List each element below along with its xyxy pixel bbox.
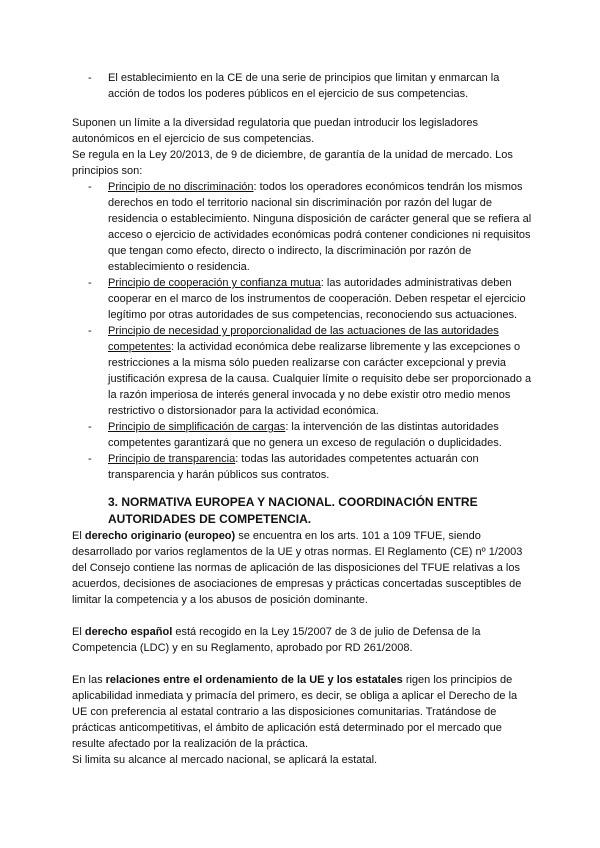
principle-item	[72, 419, 532, 451]
principle-title: Principio de transparencia	[108, 453, 236, 465]
dash-marker: -	[88, 277, 92, 289]
dash-marker: -	[88, 181, 92, 193]
dash-marker: -	[88, 325, 92, 337]
intro-list	[72, 70, 532, 102]
paragraph-national-scope: Si limita su alcance al mercado nacional, se aplicará la estatal.	[72, 754, 378, 766]
principle-text: : las autoridades administrativas deben cooperar en el marco de los instrumentos de cooperación. Deben respetar el ejercicio legítimo por otras autoridades de sus competencias, reconociendo sus actuaciones.	[108, 277, 526, 321]
principles-list	[72, 179, 532, 483]
section-heading: 3. NORMATIVA EUROPEA Y NACIONAL. COORDINACIÓN ENTRE AUTORIDADES DE COMPETENCIA.	[108, 495, 478, 526]
paragraph-spanish-law	[72, 624, 532, 656]
text-run: En las	[72, 674, 106, 686]
paragraph-limit: Suponen un límite a la diversidad regulatoria que puedan introducir los legisladores autonómicos en el ejercicio de sus competencias.	[72, 117, 479, 145]
dash-marker: -	[88, 421, 92, 433]
principle-text: : la actividad económica debe realizarse libremente y las excepciones o restricciones a la misma sólo pueden realizarse con carácter excepcional y previa justificación expresa de la causa. Cualquier límite o requisito debe ser proporcionado a la razón imperiosa de interés general invocada y no debe existir otro medio menos restrictivo o distorsionador para la actividad económica.	[108, 341, 532, 417]
principle-title: Principio de cooperación y confianza mutua	[108, 277, 321, 289]
principle-item	[72, 451, 532, 483]
principle-item	[72, 323, 532, 419]
text-run: rigen los principios de aplicabilidad inmediata y primacía del primero, es decir, se obliga a aplicar el Derecho de la UE con preferencia al estatal contrario a las disposiciones comunitarias. Tratándose de prácticas anticompetitivas, el ámbito de aplicación está determinado por el mercado que resulte afectado por la realización de la práctica.	[72, 674, 518, 750]
paragraph-eu-law	[72, 528, 532, 608]
principle-text: : la intervención de las distintas autoridades competentes garantizará que no genera un exceso de regulación o duplicidades.	[108, 421, 502, 449]
limit-section	[72, 115, 532, 483]
bold-term: derecho originario (europeo)	[84, 530, 236, 542]
text-run: se encuentra en los arts. 101 a 109 TFUE, siendo desarrollado por varios reglamentos de la UE y otras normas. El Reglamento (CE) nº 1/2003 del Consejo contiene las normas de aplicación de las disposiciones del TFUE relativas a los acuerdos, decisiones de asociaciones de empresas y prácticas concertadas susceptibles de limitar la competencia y a los abusos de posición dominante.	[72, 530, 523, 606]
intro-bullet-text: El establecimiento en la CE de una serie de principios que limitan y enmarcan la acción de todos los poderes públicos en el ejercicio de sus competencias.	[108, 72, 500, 100]
principle-text: : todos los operadores económicos tendrán los mismos derechos en todo el territorio nacional sin discriminación por razón del lugar de residencia o establecimiento. Ninguna disposición de carácter general que se refiera al acceso o ejercicio de actividades económicas podrá contener condiciones ni requisitos que tengan como efecto, directo o indirecto, la discriminación por razón de establecimiento o residencia.	[108, 181, 532, 273]
principle-text: : todas las autoridades competentes actuarán con transparencia y harán públicos sus contratos.	[108, 453, 479, 481]
text-run: El	[72, 530, 85, 542]
bold-term: relaciones entre el ordenamiento de la UE y los estatales	[105, 674, 403, 686]
intro-bullet-item	[72, 70, 532, 102]
paragraph-law: Se regula en la Ley 20/2013, de 9 de diciembre, de garantía de la unidad de mercado. Los principios son:	[72, 149, 513, 177]
principle-title: Principio de simplificación de cargas	[108, 421, 286, 433]
dash-marker: -	[88, 72, 92, 84]
principle-title: Principio de no discriminación	[108, 181, 254, 193]
principle-item	[72, 179, 532, 275]
principle-title: Principio de necesidad y proporcionalidad de las actuaciones de las autoridades competentes	[108, 325, 499, 353]
bold-term: derecho español	[84, 626, 173, 638]
text-run: El	[72, 626, 85, 638]
dash-marker: -	[88, 453, 92, 465]
section-body	[72, 528, 532, 768]
paragraph-relations	[72, 672, 532, 752]
text-run: está recogido en la Ley 15/2007 de 3 de julio de Defensa de la Competencia (LDC) y en su Reglamento, aprobado por RD 261/2008.	[72, 626, 481, 654]
principle-item	[72, 275, 532, 323]
